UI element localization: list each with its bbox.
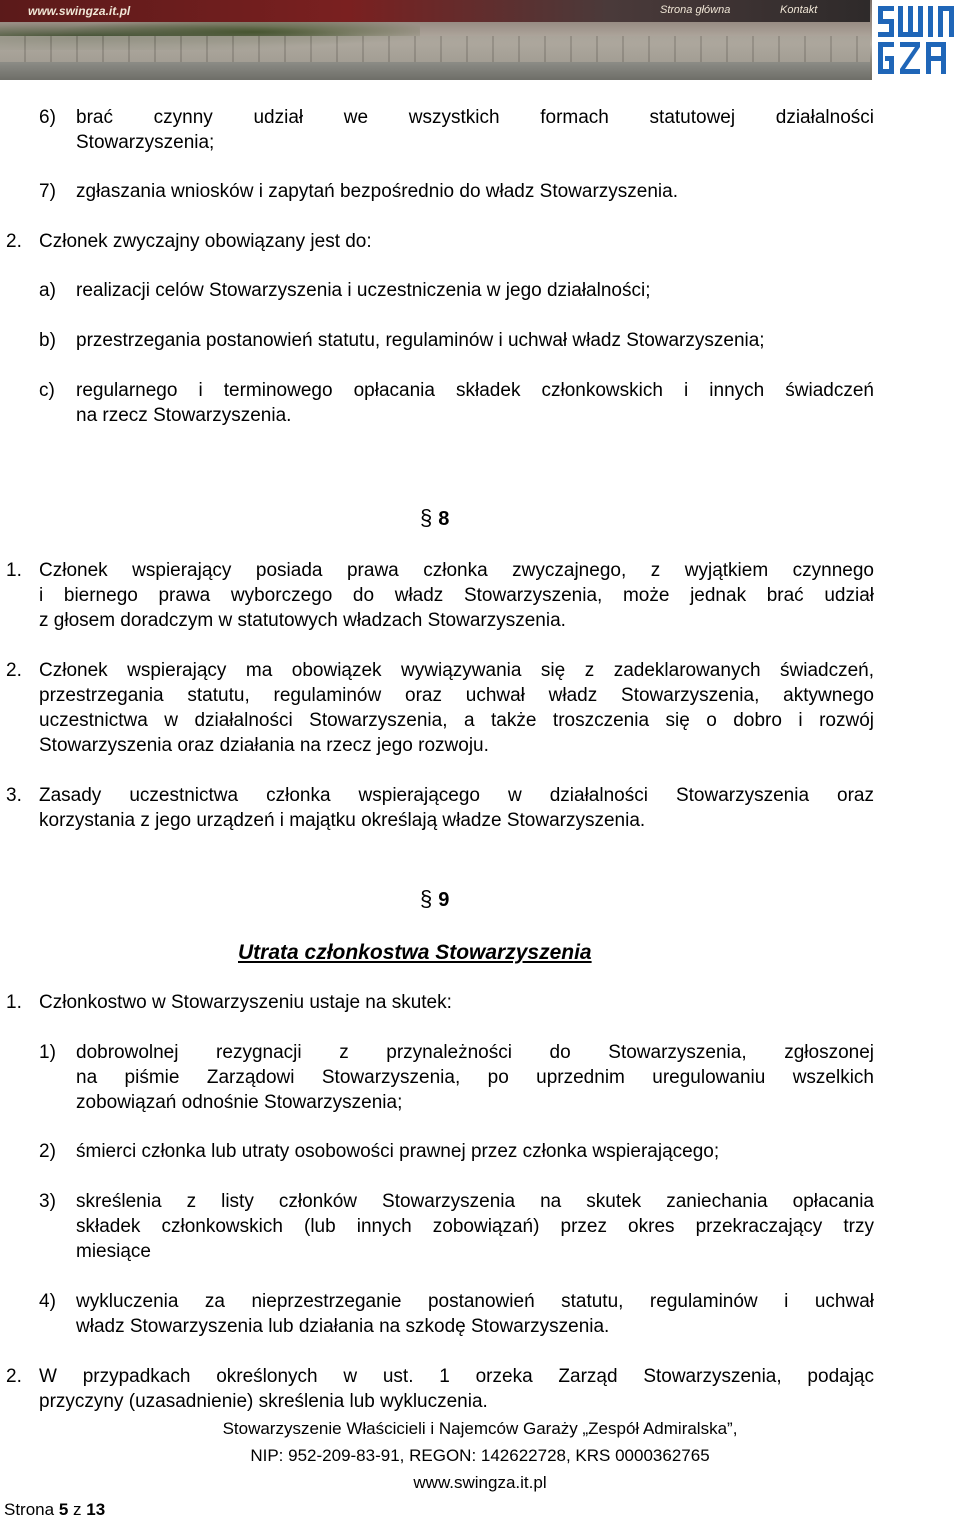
item-number: 7) (39, 181, 56, 202)
page-prefix: Strona (4, 1500, 55, 1519)
paragraph-sign: § (420, 505, 433, 530)
item-number: 6) (39, 107, 56, 128)
item-text-line: na rzecz Stowarzyszenia. (76, 405, 292, 426)
section-9-heading (420, 886, 449, 913)
page-total: 13 (86, 1500, 106, 1519)
paragraph-line: Członek wspierający ma obowiązek wywiązywania się z zadeklarowanych świadczeń, (39, 660, 874, 681)
item-text-line: Stowarzyszenia; (76, 132, 215, 153)
paragraph-number: 3. (6, 785, 22, 806)
section-8-heading (420, 505, 449, 532)
item-number: b) (39, 330, 56, 351)
item-text-line: zobowiązań odnośnie Stowarzyszenia; (76, 1092, 403, 1113)
section-number: 8 (438, 508, 450, 530)
item-number: 4) (39, 1291, 56, 1312)
section-number: 9 (438, 889, 450, 911)
item-number: 3) (39, 1191, 56, 1212)
paragraph-line: Członek wspierający posiada prawa członka zwyczajnego, z wyjątkiem czynnego (39, 560, 874, 581)
item-number: a) (39, 280, 56, 301)
paragraph-number: 2. (6, 1366, 22, 1387)
page-sep: z (73, 1500, 82, 1519)
item-text: zgłaszania wniosków i zapytań bezpośrednio do władz Stowarzyszenia. (76, 181, 678, 202)
banner-top-strip (0, 0, 870, 22)
item-text: realizacji celów Stowarzyszenia i uczestniczenia w jego działalności; (76, 280, 651, 301)
item-text-line: składek członkowskich (lub innych zobowiązań) przez okres przekraczający trzy (76, 1216, 874, 1237)
banner-url[interactable]: www.swingza.it.pl (28, 4, 131, 18)
paragraph-number: 2. (6, 231, 22, 252)
paragraph-number: 1. (6, 992, 22, 1013)
item-text: przestrzegania postanowień statutu, regulaminów i uchwał władz Stowarzyszenia; (76, 330, 765, 351)
page-number (4, 1500, 105, 1520)
paragraph-number: 1. (6, 560, 22, 581)
item-text-line: władz Stowarzyszenia lub działania na szkodę Stowarzyszenia. (76, 1316, 610, 1337)
item-number: 2) (39, 1141, 56, 1162)
footer-registration: NIP: 952-209-83-91, REGON: 142622728, KRS 0000362765 (250, 1446, 710, 1465)
header-banner (0, 0, 960, 80)
item-text-line: wykluczenia za nieprzestrzeganie postanowień statutu, regulaminów i uchwał (76, 1291, 874, 1312)
paragraph-line: przestrzegania statutu, regulaminów oraz uchwał władz Stowarzyszenia, aktywnego (39, 685, 874, 706)
paragraph-number: 2. (6, 660, 22, 681)
item-text-line: miesiące (76, 1241, 151, 1262)
footer-url[interactable]: www.swingza.it.pl (413, 1473, 547, 1492)
paragraph-line: Zasady uczestnictwa członka wspierającego w działalności Stowarzyszenia oraz (39, 785, 874, 806)
swingza-logo (872, 0, 960, 80)
paragraph-line: i biernego prawa wyborczego do władz Stowarzyszenia, może jednak brać udział (39, 585, 874, 606)
paragraph-line: uczestnictwa w działalności Stowarzyszenia, a także troszczenia się o dobro i rozwój (39, 710, 874, 731)
item-number: 1) (39, 1042, 56, 1063)
item-text-line: na piśmie Zarządowi Stowarzyszenia, po uprzednim uregulowaniu wszelkich (76, 1067, 874, 1088)
item-text-line: regularnego i terminowego opłacania składek członkowskich i innych świadczeń (76, 380, 874, 401)
paragraph-sign: § (420, 886, 433, 911)
paragraph-text: Członek zwyczajny obowiązany jest do: (39, 231, 372, 252)
section-title: Utrata członkostwa Stowarzyszenia (238, 941, 592, 964)
item-text-line: dobrowolnej rezygnacji z przynależności do Stowarzyszenia, zgłoszonej (76, 1042, 874, 1063)
banner-ground (0, 62, 870, 80)
paragraph-line: z głosem doradczym w statutowych władzach Stowarzyszenia. (39, 610, 566, 631)
paragraph-line: korzystania z jego urządzeń i majątku określają władze Stowarzyszenia. (39, 810, 646, 831)
banner-garages-photo (0, 36, 870, 64)
item-text-line: brać czynny udział we wszystkich formach statutowej działalności (76, 107, 874, 128)
nav-contact-link[interactable]: Kontakt (780, 4, 818, 16)
paragraph-text: Członkostwo w Stowarzyszeniu ustaje na skutek: (39, 992, 452, 1013)
paragraph-line: W przypadkach określonych w ust. 1 orzeka Zarząd Stowarzyszenia, podając (39, 1366, 874, 1387)
item-text: śmierci członka lub utraty osobowości prawnej przez członka wspierającego; (76, 1141, 720, 1162)
nav-home-link[interactable]: Strona główna (660, 4, 731, 16)
item-text-line: skreślenia z listy członków Stowarzyszenia na skutek zaniechania opłacania (76, 1191, 874, 1212)
paragraph-line: przyczyny (uzasadnienie) skreślenia lub wykluczenia. (39, 1391, 488, 1412)
footer-org-name: Stowarzyszenie Właścicieli i Najemców Garaży „Zespół Admiralska”, (222, 1419, 738, 1438)
paragraph-line: Stowarzyszenia oraz działania na rzecz jego rozwoju. (39, 735, 489, 756)
item-number: c) (39, 380, 55, 401)
page-current: 5 (58, 1500, 69, 1519)
